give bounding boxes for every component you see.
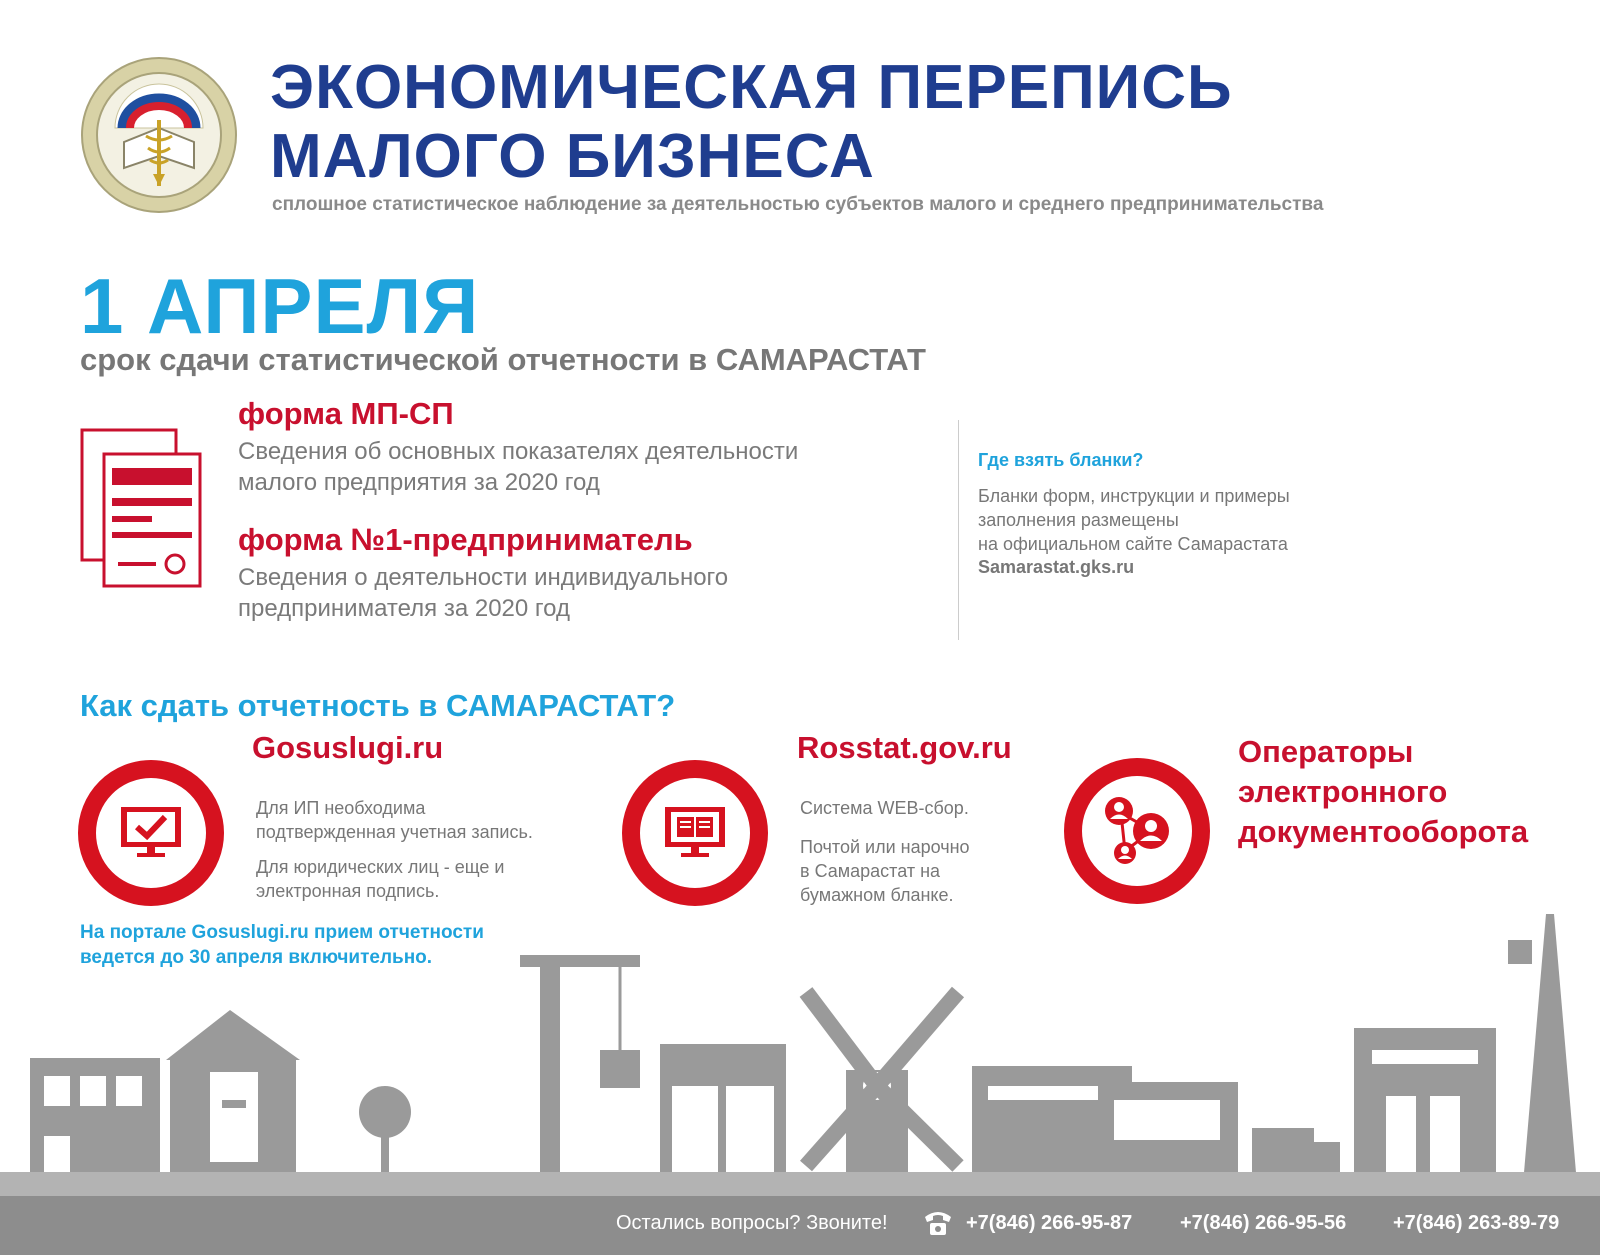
gosuslugi-text1a: Для ИП необходима <box>256 798 426 818</box>
gosuslugi-deadline-note-line1: На портале Gosuslugi.ru прием отчетности <box>80 922 484 943</box>
forms-info-line1: Бланки форм, инструкции и примеры <box>978 486 1290 506</box>
form-title-entrepreneur: форма №1-предприниматель <box>238 522 693 557</box>
rosstat-emblem <box>80 56 238 214</box>
samarastat-site-link[interactable]: Samarastat.gks.ru <box>978 557 1135 577</box>
howto-heading: Как сдать отчетность в САМАРАСТАТ? <box>80 688 676 723</box>
gosuslugi-deadline-note-line2: ведется до 30 апреля включительно. <box>80 947 433 968</box>
form-desc-entrepreneur-line2: предпринимателя за 2020 год <box>238 595 570 622</box>
gosuslugi-text2b: электронная подпись. <box>256 881 440 901</box>
monitor-check-icon <box>119 805 183 861</box>
form-title-mp-sp: форма МП-СП <box>238 396 454 431</box>
forms-question: Где взять бланки? <box>978 450 1144 470</box>
emblem-logo <box>80 56 238 214</box>
operators-ring <box>1064 758 1210 904</box>
operators-title-line2: электронного <box>1238 774 1448 809</box>
rosstat-title: Rosstat.gov.ru <box>797 730 1012 765</box>
rosstat-ring <box>622 760 768 906</box>
gosuslugi-text1b: подтвержденная учетная запись. <box>256 822 533 842</box>
page-title-line1: ЭКОНОМИЧЕСКАЯ ПЕРЕПИСЬ <box>270 53 1233 122</box>
city-skyline-illustration <box>0 900 1600 1200</box>
forms-info-line2: заполнения размещены <box>978 510 1179 530</box>
document-icon <box>80 428 204 590</box>
people-network-icon <box>1099 793 1175 869</box>
gosuslugi-text2a: Для юридических лиц - еще и <box>256 857 505 877</box>
monitor-book-icon <box>663 805 727 861</box>
gosuslugi-title: Gosuslugi.ru <box>252 730 444 765</box>
rosstat-text2a: Почтой или нарочно <box>800 837 970 857</box>
rosstat-text2c: бумажном бланке. <box>800 885 954 905</box>
footer-question: Остались вопросы? Звоните! <box>616 1212 888 1234</box>
gosuslugi-ring <box>78 760 224 906</box>
form-desc-mp-sp-line2: малого предприятия за 2020 год <box>238 469 600 496</box>
footer-phone-2[interactable]: +7(846) 266-95-56 <box>1180 1212 1347 1234</box>
operators-title-line3: документооборота <box>1238 814 1529 849</box>
page-subtitle: сплошное статистическое наблюдение за деятельностью субъектов малого и среднего предпринимательства <box>272 194 1324 215</box>
divider <box>958 420 959 640</box>
footer-phone-3[interactable]: +7(846) 263-89-79 <box>1393 1212 1560 1234</box>
operators-title-line1: Операторы <box>1238 734 1414 769</box>
page-title-line2: МАЛОГО БИЗНЕСА <box>270 122 875 191</box>
form-desc-entrepreneur-line1: Сведения о деятельности индивидуального <box>238 564 729 591</box>
phone-icon <box>922 1206 954 1238</box>
rosstat-text1a: Система WEB-сбор. <box>800 798 969 818</box>
forms-info-line3: на официальном сайте Самарастата <box>978 534 1288 554</box>
deadline-date: 1 АПРЕЛЯ <box>80 262 480 350</box>
form-desc-mp-sp-line1: Сведения об основных показателях деятельности <box>238 438 799 465</box>
deadline-text: срок сдачи статистической отчетности в САМАРАСТАТ <box>80 342 926 377</box>
rosstat-text2b: в Самарастат на <box>800 861 941 881</box>
footer-phone-1[interactable]: +7(846) 266-95-87 <box>966 1212 1133 1234</box>
